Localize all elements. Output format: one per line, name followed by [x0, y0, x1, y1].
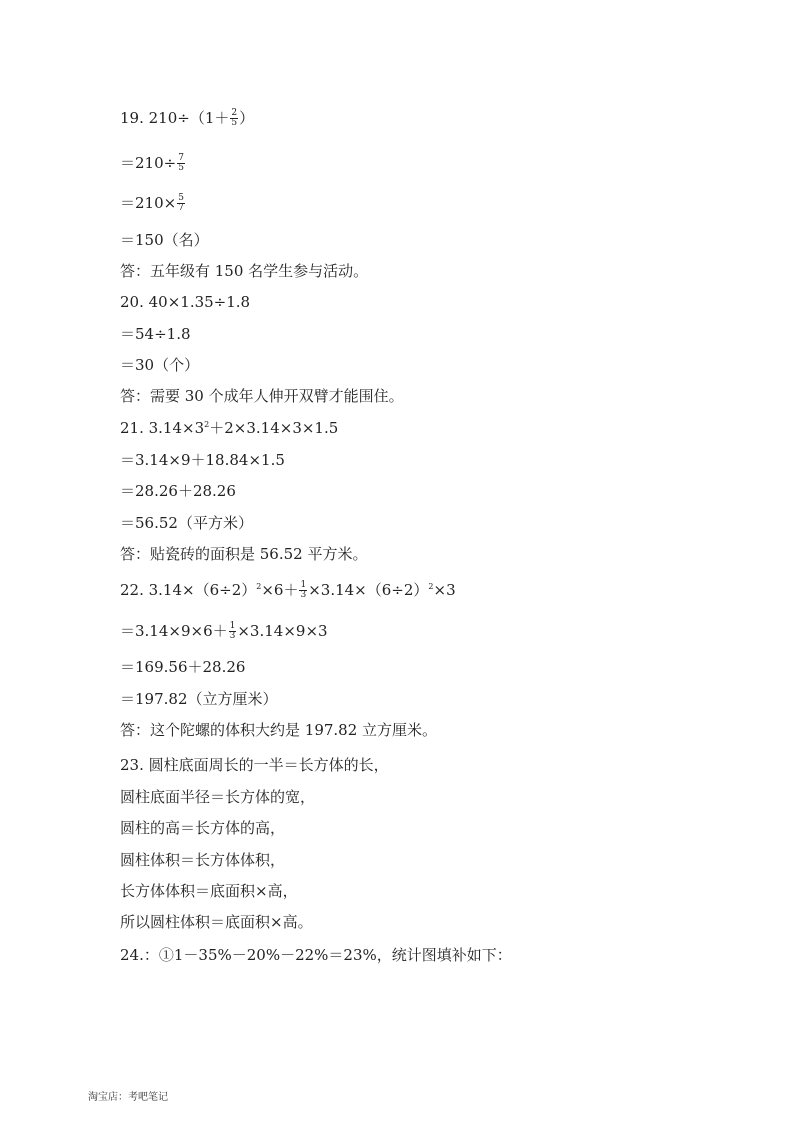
q22-line-2: ＝3.14×9×6＋ $\frac{1}{3}$ ×3.14×9×3 [120, 620, 328, 641]
q19-line-4: ＝150（名） [120, 231, 209, 249]
q23-line-1: 23. 圆柱底面周长的一半＝长方体的长， [120, 756, 389, 774]
q19-line-2: ＝210÷ $\frac{7}{5}$ [120, 152, 184, 173]
q22-line-1: 22. $3.14\times(6\div 2)^2\times 6+$ $\frac{1}{3}$ $\times 3.14\times(6\div 2)^2\times 3$ [120, 579, 456, 600]
q20-line-2: ＝54÷1.8 [120, 325, 191, 343]
q22-line-4: ＝197.82（立方厘米） [120, 690, 278, 708]
q19-line-1: 19. 210÷（1＋ $\frac{2}{5}$ ） [120, 107, 255, 128]
q20-line-3: ＝30（个） [120, 356, 200, 374]
q19-answer: 答：五年级有 150 名学生参与活动。 [120, 262, 369, 280]
q20-line-1: 20. 40×1.35÷1.8 [120, 293, 251, 311]
fraction: $\frac{1}{3}$ [229, 620, 236, 641]
q23-line-2: 圆柱底面半径＝长方体的宽， [120, 788, 316, 806]
q23-line-4: 圆柱体积＝长方体体积， [120, 851, 286, 869]
page-footer: 淘宝店：考吧笔记 [88, 1092, 168, 1103]
q21-line-2: ＝3.14×9＋18.84×1.5 [120, 451, 285, 469]
q21-answer: 答：贴瓷砖的面积是 56.52 平方米。 [120, 545, 368, 563]
q23-line-3: 圆柱的高＝长方体的高， [120, 819, 286, 837]
q23-line-6: 所以圆柱体积＝底面积×高。 [120, 913, 313, 931]
q19-line-3: ＝210× $\frac{5}{7}$ [120, 192, 184, 213]
fraction: $\frac{5}{7}$ [178, 192, 184, 213]
q24-line-1: 24.：①1－35%－20%－22%＝23%，统计图填补如下： [120, 946, 512, 964]
fraction: $\frac{7}{5}$ [178, 152, 184, 173]
q22-answer: 答：这个陀螺的体积大约是 197.82 立方厘米。 [120, 721, 438, 739]
q21-line-3: ＝28.26＋28.26 [120, 482, 236, 500]
q22-line-3: ＝169.56＋28.26 [120, 658, 246, 676]
q21-line-1: 21. $3.14\times 3^2+2\times 3.14\times 3\times 1.5$ [120, 419, 339, 437]
fraction: $\frac{2}{5}$ [231, 107, 238, 128]
fraction: $\frac{1}{3}$ [300, 579, 307, 600]
q20-answer: 答：需要 30 个成年人伸开双臂才能围住。 [120, 387, 404, 405]
q21-line-4: ＝56.52（平方米） [120, 514, 253, 532]
q23-line-5: 长方体体积＝底面积×高， [120, 882, 298, 900]
